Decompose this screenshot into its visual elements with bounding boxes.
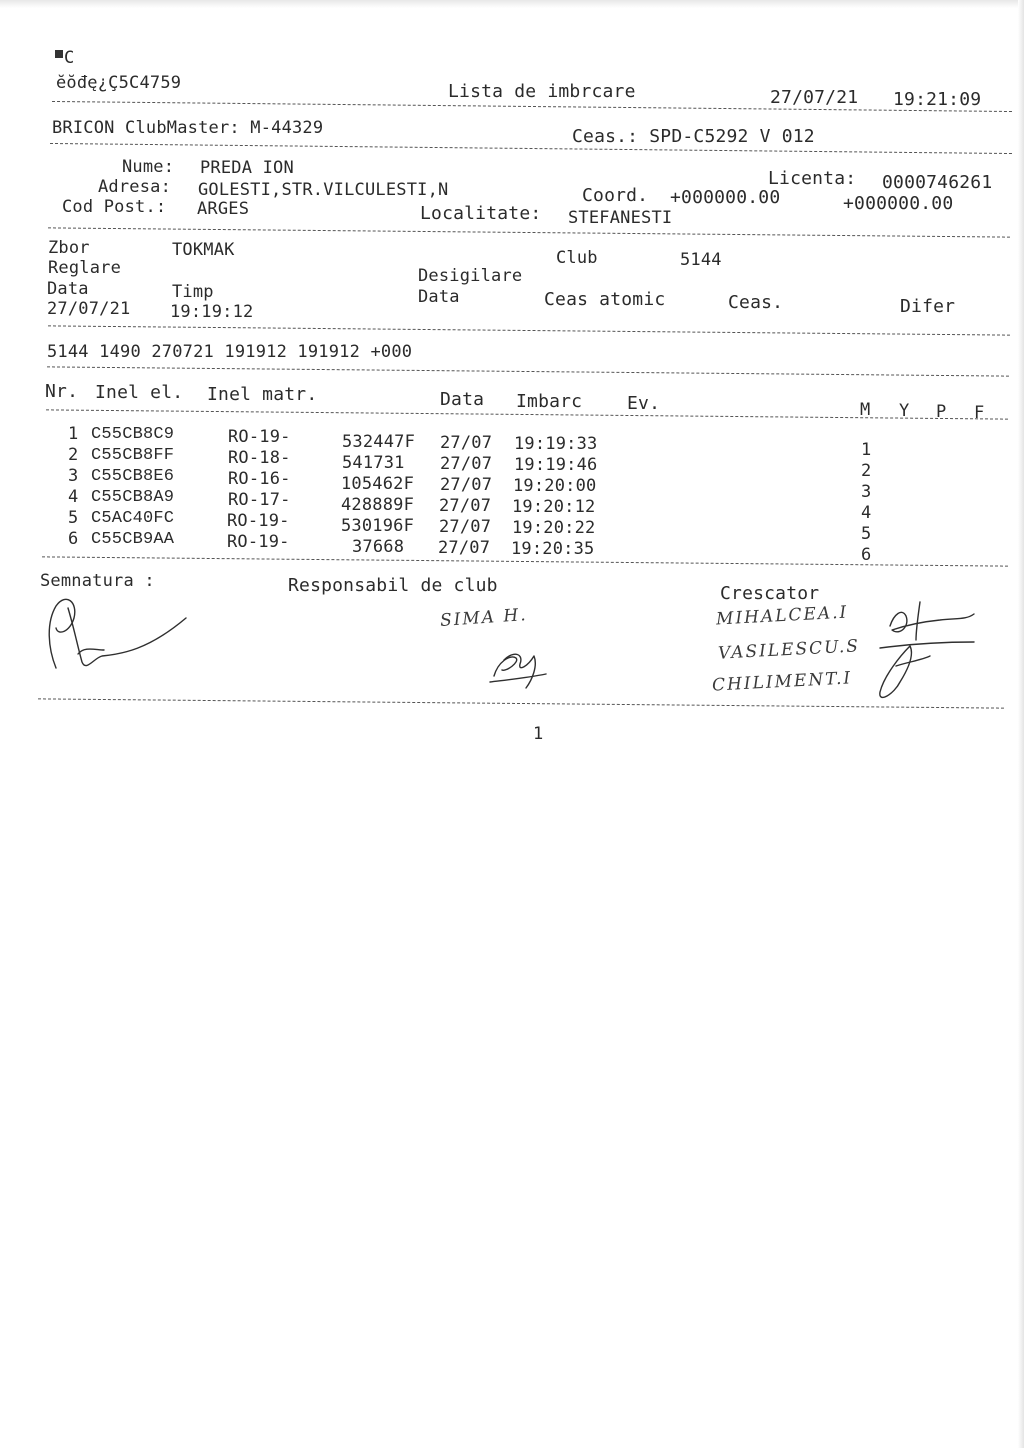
signature-label: Semnatura : [40, 571, 155, 591]
license-label: Licenta: [768, 168, 857, 189]
corner-mark-icon [55, 50, 63, 58]
header-time: 19:21:09 [893, 89, 982, 110]
separator-line [48, 325, 1010, 335]
row-ring-el: C5AC40FC [91, 509, 175, 528]
row-time: 19:20:22 [512, 518, 596, 538]
row-time: 19:20:12 [512, 497, 596, 517]
data-label: Data [47, 279, 89, 299]
club-responsible-label: Responsabil de club [288, 575, 498, 596]
row-time: 19:20:00 [513, 476, 597, 496]
row-ring-el: C55CB8FF [91, 446, 175, 465]
owner-signature [38, 588, 198, 678]
row-m: 2 [861, 461, 872, 481]
separator-line [48, 227, 1010, 237]
license-number: 0000746261 [882, 172, 993, 193]
flight-name: TOKMAK [172, 240, 235, 260]
separator-line [50, 143, 1012, 154]
row-ring-prefix: RO-19- [228, 427, 291, 447]
col-nr: Nr. [45, 381, 79, 402]
row-ring-prefix: RO-19- [227, 511, 290, 531]
row-ring-number: 428889F [341, 495, 415, 515]
separator-line [47, 366, 1009, 376]
postal-label: Cod Post.: [62, 197, 167, 217]
row-m: 6 [861, 545, 872, 565]
clock-label: Ceas. [728, 292, 784, 313]
owner-locality: STEFANESTI [568, 208, 673, 228]
data-label-2: Data [418, 287, 460, 307]
row-nr: 5 [68, 508, 79, 528]
responsible-signature [480, 636, 560, 692]
row-nr: 4 [68, 487, 79, 507]
row-ring-el: C55CB8A9 [91, 488, 175, 507]
desigilare-label: Desigilare [418, 266, 523, 286]
row-m: 4 [861, 503, 872, 523]
scan-edge-right [1018, 0, 1024, 1448]
row-ring-prefix: RO-16- [228, 469, 291, 489]
row-ring-el: C55CB9AA [91, 530, 175, 549]
breeder-name-2: VASILESCU.S [717, 636, 861, 664]
col-inel-el: Inel el. [95, 382, 184, 403]
col-ev: Ev. [627, 393, 661, 414]
responsible-handwritten-name: SIMA H. [439, 604, 529, 632]
row-date: 27/07 [438, 538, 491, 558]
col-data: Data [440, 389, 485, 410]
reglare-time: 19:19:12 [170, 302, 254, 322]
name-label: Nume: [122, 157, 175, 177]
address-label: Adresa: [98, 177, 172, 197]
row-time: 19:19:46 [514, 455, 598, 475]
row-m: 3 [861, 482, 872, 502]
difference-label: Difer [900, 296, 956, 317]
document-title: Lista de imbrcare [448, 81, 636, 102]
row-m: 5 [861, 524, 872, 544]
row-ring-el: C55CB8E6 [91, 467, 175, 486]
row-nr: 3 [68, 466, 79, 486]
col-inel-matr: Inel matr. [207, 384, 318, 405]
separator-line [38, 698, 1004, 708]
flight-label: Zbor [48, 238, 90, 258]
timp-label: Timp [172, 282, 214, 302]
row-ring-number: 37668 [352, 537, 405, 557]
row-nr: 1 [68, 424, 79, 444]
club-label: Club [556, 248, 598, 268]
col-p: P [936, 402, 947, 422]
row-ring-number: 532447F [342, 432, 416, 452]
coord-value-1: +000000.00 [670, 187, 781, 208]
separator-line [52, 101, 1012, 112]
owner-name: PREDA ION [200, 158, 294, 178]
col-f: F [974, 403, 985, 423]
owner-address: GOLESTI,STR.VILCULESTI,N [198, 180, 449, 200]
clock-info: Ceas.: SPD-C5292 V 012 [572, 126, 815, 147]
coord-value-2: +000000.00 [843, 193, 954, 214]
row-date: 27/07 [440, 475, 493, 495]
row-date: 27/07 [440, 454, 493, 474]
row-nr: 2 [68, 445, 79, 465]
row-ring-el: C55CB8C9 [91, 425, 175, 444]
page-number: 1 [533, 724, 544, 744]
col-y: Y [899, 401, 910, 421]
row-nr: 6 [68, 529, 79, 549]
header-date: 27/07/21 [770, 87, 859, 108]
col-m: M [860, 400, 871, 420]
row-time: 19:20:35 [511, 539, 595, 559]
row-ring-prefix: RO-18- [228, 448, 291, 468]
scan-edge [0, 0, 1024, 8]
row-time: 19:19:33 [514, 434, 598, 454]
row-ring-prefix: RO-17- [228, 490, 291, 510]
row-date: 27/07 [439, 496, 492, 516]
row-ring-number: 541731 [342, 453, 405, 473]
row-date: 27/07 [440, 433, 493, 453]
row-date: 27/07 [439, 517, 492, 537]
header-code-2: ĕŏđę¿Ç5C4759 [56, 73, 182, 93]
row-ring-number: 105462F [341, 474, 415, 494]
breeder-label: Crescator [720, 583, 820, 604]
breeder-name-3: CHILIMENT.I [711, 668, 853, 696]
code-row: 5144 1490 270721 191912 191912 +000 [47, 342, 413, 362]
reglare-label: Reglare [48, 258, 122, 278]
reglare-date: 27/07/21 [47, 299, 131, 319]
row-ring-number: 530196F [341, 516, 415, 536]
col-imbarc: Imbarc [516, 391, 583, 412]
club-number: 5144 [680, 250, 722, 270]
breeder-name-1: MIHALCEA.I [715, 602, 849, 630]
club-master: BRICON ClubMaster: M-44329 [52, 118, 324, 138]
atomic-clock-label: Ceas atomic [544, 289, 666, 310]
row-ring-prefix: RO-19- [227, 532, 290, 552]
owner-postal: ARGES [197, 199, 250, 219]
header-code-1: C [64, 48, 75, 68]
coord-label: Coord. [582, 185, 649, 206]
row-m: 1 [861, 440, 872, 460]
locality-label: Localitate: [420, 203, 542, 224]
breeder-signature [870, 596, 980, 706]
